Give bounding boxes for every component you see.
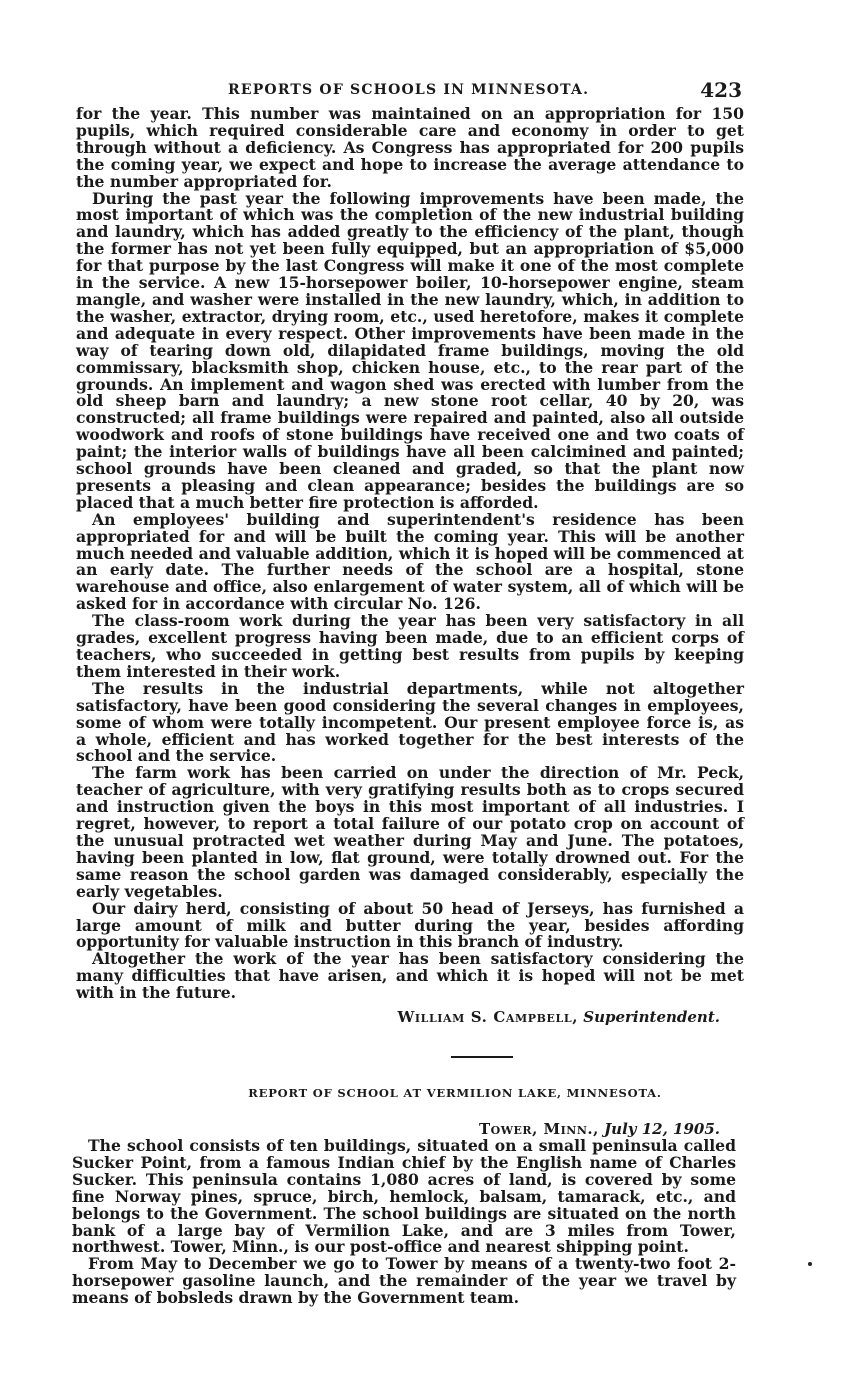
signature-title: Superintendent. — [583, 1008, 720, 1027]
signature-line — [76, 1008, 744, 1026]
report-two-body — [72, 1138, 736, 1307]
paragraph: The class-room work during the year has been very satisfactory in all grades, excellent progress having been made, due to an efficient corps of teachers, who succeeded in getting best results from pupils by keeping them interested in their work. — [76, 611, 744, 681]
paragraph: for the year. This number was maintained on an appropriation for 150 pupils, which required considerable care and economy in order to get through without a deficiency. As Congress has appropriated for 200 pupils the coming year, we expect and hope to increase the average attendance to the number appropriated for. — [76, 104, 744, 191]
running-title: REPORTS OF SCHOOLS IN MINNESOTA. — [228, 82, 590, 98]
paragraph: During the past year the following improvements have been made, the most important of which was the completion of the new industrial building and laundry, which has added greatly to the efficiency of the plant, though the former has not yet been fully equipped, but an appropriation of $5,000 for that purpose by the last Congress will make it one of the most complete in the service. A new 15-horsepower boiler, 10-horsepower engine, steam mangle, and washer were installed in the new laundry, which, in addition to the washer, extractor, drying room, etc., used heretofore, makes it complete and adequate in every respect. Other improvements have been made in the way of tearing down old, dilapidated frame buildings, moving the old commissary, blacksmith shop, chicken house, etc., to the rear part of the grounds. An implement and wagon shed was erected with lumber from the old sheep barn and laundry; a new stone root cellar, 40 by 20, was constructed; all frame buildings were repaired and painted, also all outside woodwork and roofs of stone buildings have received one and two coats of paint; the interior walls of buildings have all been calcimined and painted; school grounds have been cleaned and graded, so that the plant now presents a pleasing and clean appearance; besides the buildings are so placed that a much better fire protection is afforded. — [76, 188, 744, 512]
paragraph: The farm work has been carried on under the direction of Mr. Peck, teacher of agriculture, with very gratifying results both as to crops secured and instruction given the boys in this most important of all industries. I regret, however, to report a total failure of our potato crop on account of the unusual protracted wet weather during May and June. The potatoes, having been planted in low, flat ground, were totally drowned out. For the same reason the school garden was damaged considerably, especially the early vegetables. — [76, 763, 744, 901]
paragraph: The results in the industrial departments, while not altogether satisfactory, have been good considering the several changes in employees, some of whom were totally incompetent. Our present employee force is, as a whole, efficient and has worked together for the best interests of the school and the service. — [76, 678, 744, 766]
document-page — [72, 78, 744, 1308]
paragraph: Our dairy herd, consisting of about 50 head of Jerseys, has furnished a large amount of milk and butter during the year, besides affording opportunity for valuable instruction in this branch of industry. — [76, 898, 744, 952]
dateline-place: Tower, Minn., — [478, 1120, 599, 1139]
dateline-date: July 12, 1905. — [604, 1120, 720, 1139]
page-number: 423 — [700, 78, 742, 102]
section-heading: REPORT OF SCHOOL AT VERMILION LAKE, MINNESOTA. — [248, 1086, 662, 1101]
paragraph: An employees' building and superintendent's residence has been appropriated for and will be built the coming year. This will be another much needed and valuable addition, which it is hoped will be commenced at an early date. The further needs of the school are a hospital, stone warehouse and office, also enlargement of water system, all of which will be asked for in accordance with circular No. 126. — [76, 509, 744, 614]
report-one-body — [76, 106, 744, 1002]
paragraph: Altogether the work of the year has been satisfactory considering the many difficulties that have arisen, and which it is hoped will not be met with in the future. — [76, 949, 744, 1003]
section-divider — [451, 1056, 513, 1058]
paragraph: From May to December we go to Tower by means of a twenty-two foot 2-horsepower gasoline launch, and the remainder of the year we travel by means of bobsleds drawn by the Government team. — [72, 1254, 736, 1308]
scan-speck — [808, 1262, 812, 1266]
running-header — [76, 78, 744, 106]
paragraph: The school consists of ten buildings, situated on a small peninsula called Sucker Point, from a famous Indian chief by the English name of Charles Sucker. This peninsula contains 1,080 acres of land, is covered by some fine Norway pines, spruce, birch, hemlock, balsam, tamarack, etc., and belongs to the Government. The school buildings are situated on the north bank of a large bay of Vermilion Lake, and are 3 miles from Tower, northwest. Tower, Minn., is our post-office and nearest shipping point. — [72, 1136, 736, 1257]
signature-name: William S. Campbell, — [397, 1008, 579, 1027]
